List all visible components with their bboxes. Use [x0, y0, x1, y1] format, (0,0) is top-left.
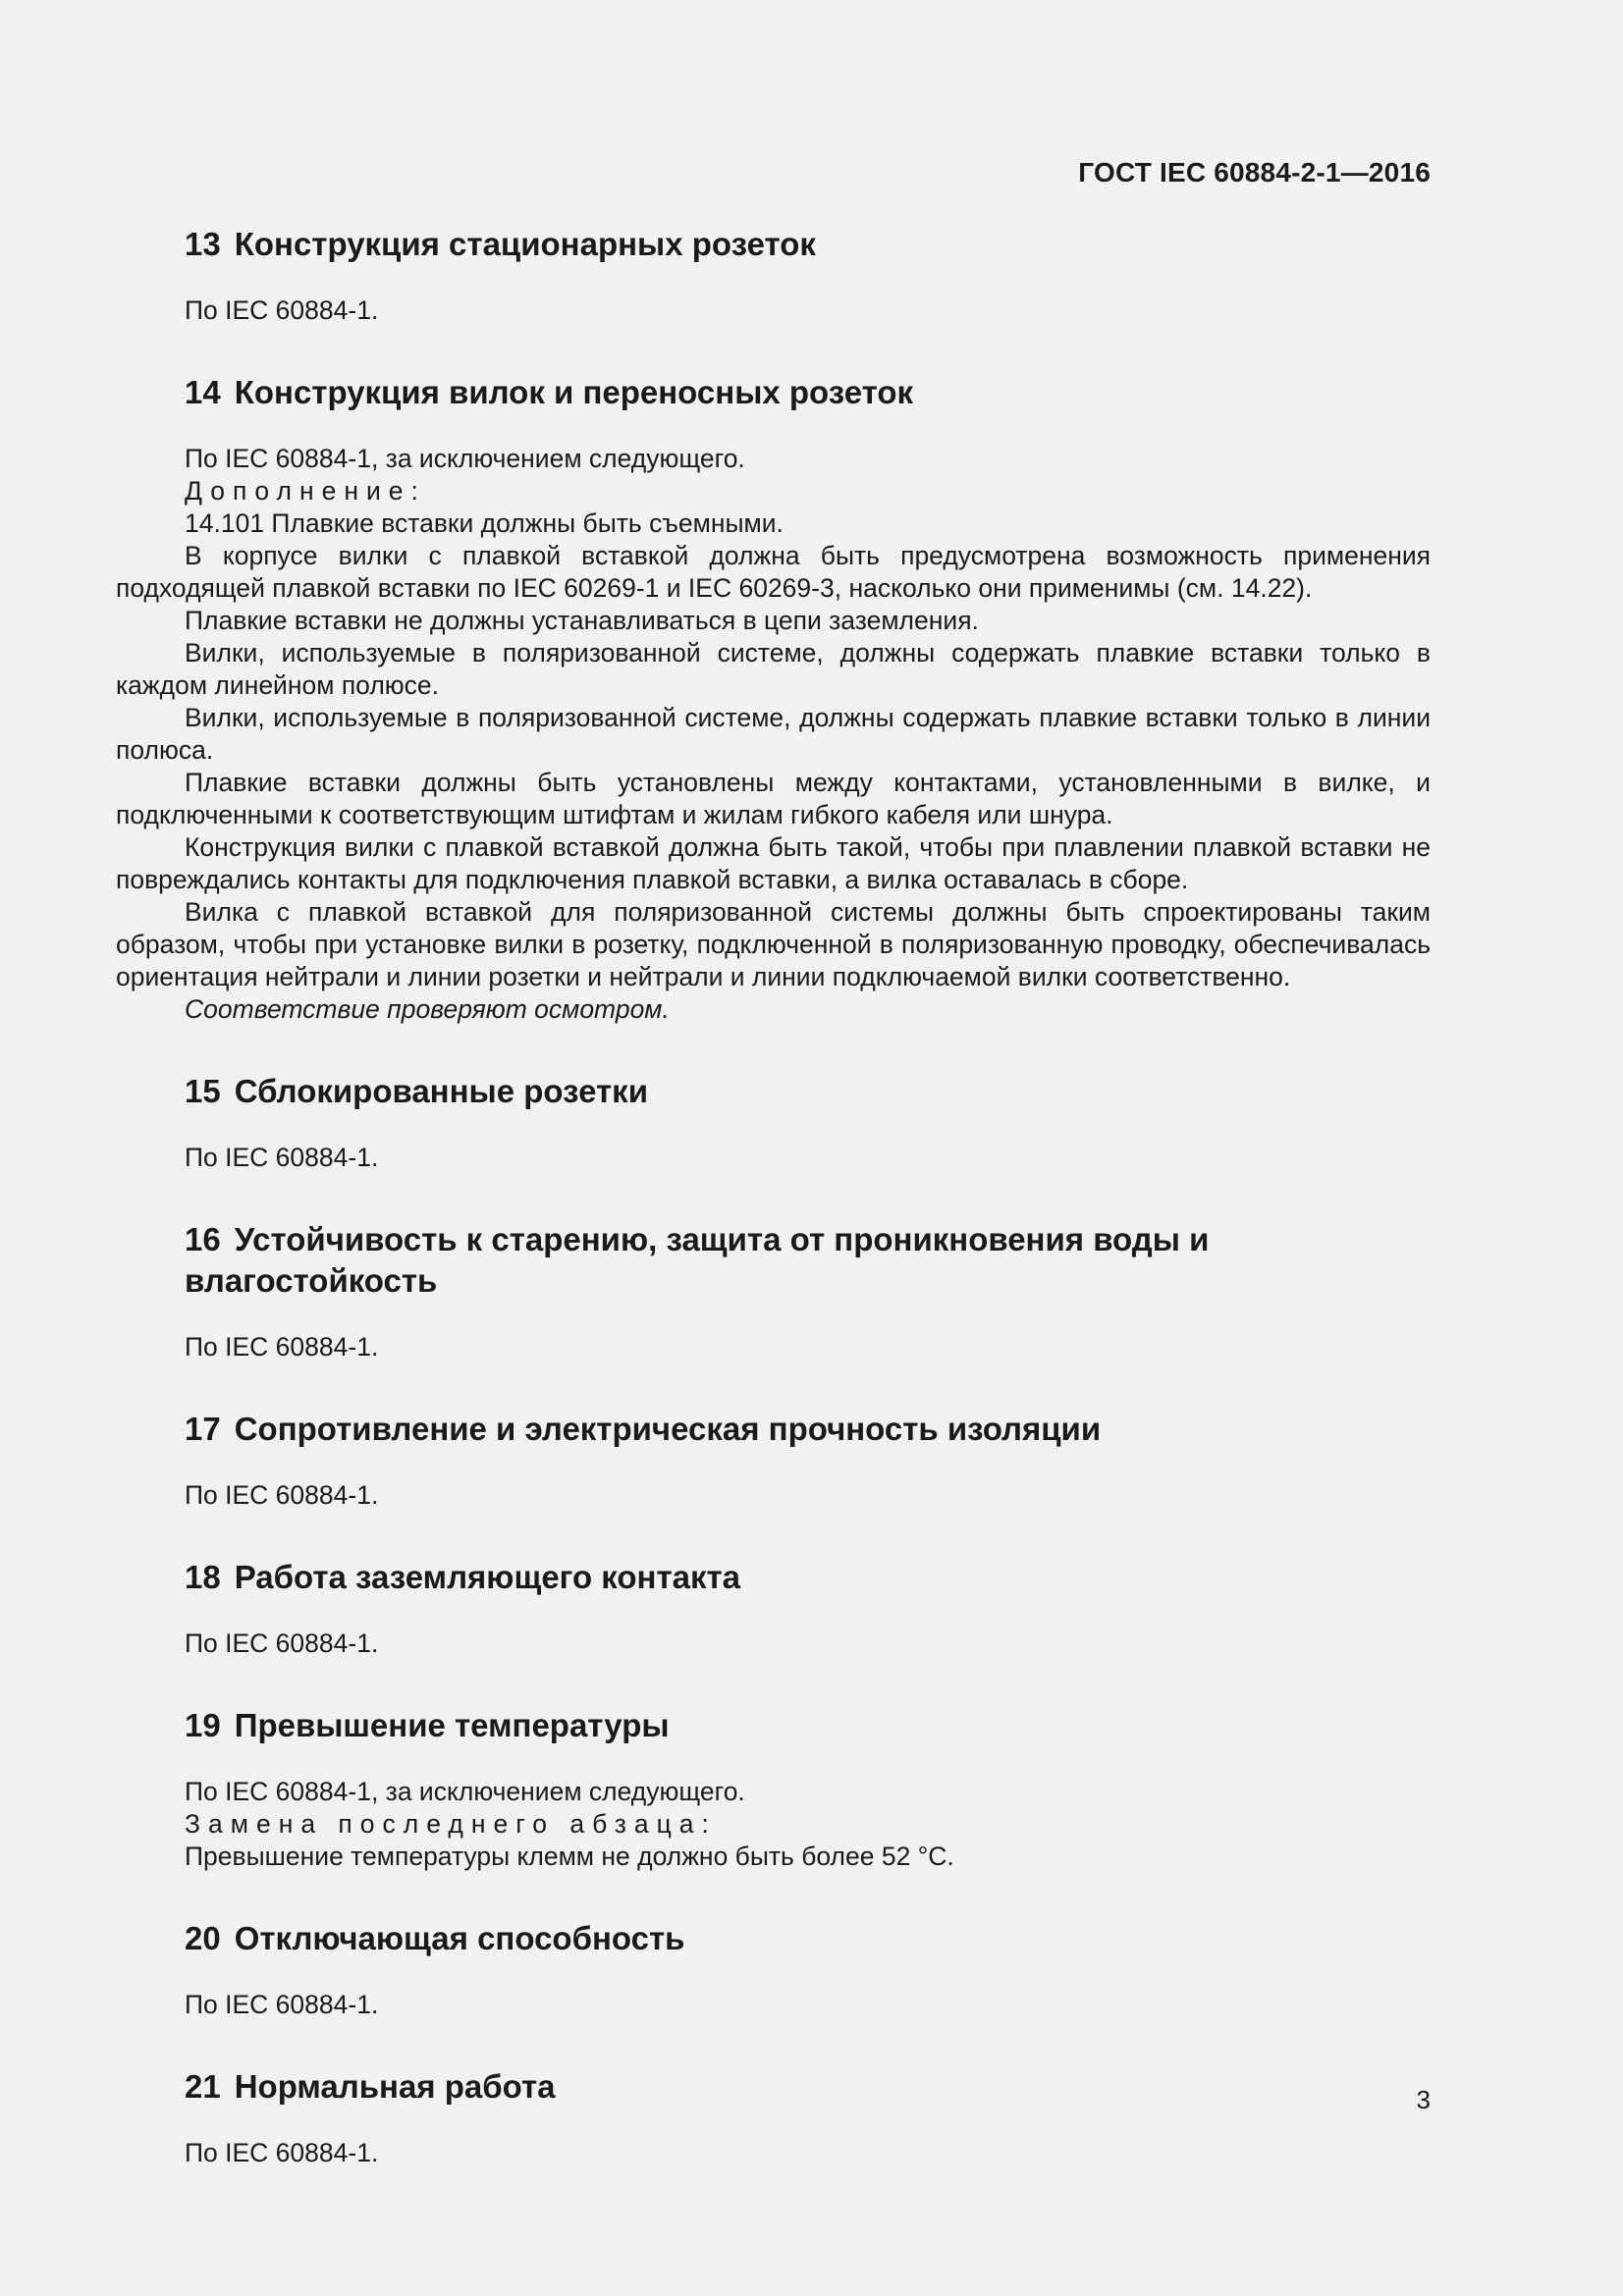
section-15: [116, 1071, 1431, 1174]
section-text: По IEC 60884-1.: [185, 2138, 379, 2167]
section-heading: 14 Конструкция вилок и переносных розеток: [185, 374, 914, 410]
section-heading: 18 Работа заземляющего контакта: [185, 1559, 741, 1595]
page-number: 3: [1416, 2085, 1431, 2114]
paragraph: Вилка с плавкой вставкой для поляризованной системы должны быть спроектированы таким образом, чтобы при установке вилки в розетку, подключенной в поляризованную проводку, обеспечивалась ориентация нейтрали и линии розетки и нейтрали и линии подключаемой вилки соответственно.: [116, 897, 1431, 991]
section-text: По IEC 60884-1.: [185, 1332, 379, 1362]
section-heading: 21 Нормальная работа: [185, 2068, 556, 2105]
section-text: По IEC 60884-1.: [185, 1143, 379, 1172]
section-heading: 17 Сопротивление и электрическая прочность изоляции: [185, 1411, 1102, 1447]
section-text: По IEC 60884-1.: [185, 1480, 379, 1510]
section-13: [116, 224, 1431, 327]
compliance-note: Соответствие проверяют осмотром.: [185, 994, 670, 1024]
section-text: Превышение температуры клемм не должно быть более 52 °С.: [185, 1842, 954, 1871]
replacement-label: Замена последнего абзаца:: [185, 1809, 717, 1839]
clause-14-101: 14.101 Плавкие вставки должны быть съемными.: [185, 508, 784, 538]
section-heading: 20 Отключающая способность: [185, 1920, 685, 1956]
section-21: [116, 2066, 1431, 2169]
section-14: [116, 372, 1431, 1026]
section-heading: 13 Конструкция стационарных розеток: [185, 226, 816, 262]
section-18: [116, 1557, 1431, 1660]
paragraph: Вилки, используемые в поляризованной системе, должны содержать плавкие вставки только в каждом линейном полюсе.: [116, 638, 1431, 700]
addition-label: Дополнение:: [185, 476, 426, 506]
section-17: [116, 1409, 1431, 1512]
section-intro: По IEC 60884-1, за исключением следующего.: [185, 444, 745, 473]
paragraph: Конструкция вилки с плавкой вставкой должна быть такой, чтобы при плавлении плавкой вставки не повреждались контакты для подключения плавкой вставки, а вилка оставалась в сборе.: [116, 832, 1431, 894]
paragraph: Плавкие вставки не должны устанавливаться в цепи заземления.: [185, 606, 979, 635]
paragraph: В корпусе вилки с плавкой вставкой должна быть предусмотрена возможность применения подходящей плавкой вставки по IEC 60269-1 и IEC 60269-3, насколько они применимы (см. 14.22).: [116, 541, 1431, 603]
section-16: [116, 1219, 1431, 1363]
section-text: По IEC 60884-1.: [185, 1990, 379, 2019]
document-code: ГОСТ IEC 60884-2-1—2016: [1078, 157, 1431, 187]
section-heading: 19 Превышение температуры: [185, 1707, 670, 1743]
section-19: [116, 1705, 1431, 1873]
paragraph: Плавкие вставки должны быть установлены между контактами, установленными в вилке, и подключенными к соответствующим штифтам и жилам гибкого кабеля или шнура.: [116, 768, 1431, 829]
section-heading: 15 Сблокированные розетки: [185, 1073, 648, 1109]
section-20: [116, 1918, 1431, 2021]
paragraph: Вилки, используемые в поляризованной системе, должны содержать плавкие вставки только в линии полюса.: [116, 703, 1431, 765]
document-body: [116, 224, 1431, 2215]
section-intro: По IEC 60884-1, за исключением следующего.: [185, 1777, 745, 1806]
section-text: По IEC 60884-1.: [185, 295, 379, 325]
section-text: По IEC 60884-1.: [185, 1629, 379, 1658]
section-heading: 16 Устойчивость к старению, защита от проникновения воды и влагостойкость: [185, 1221, 1210, 1299]
